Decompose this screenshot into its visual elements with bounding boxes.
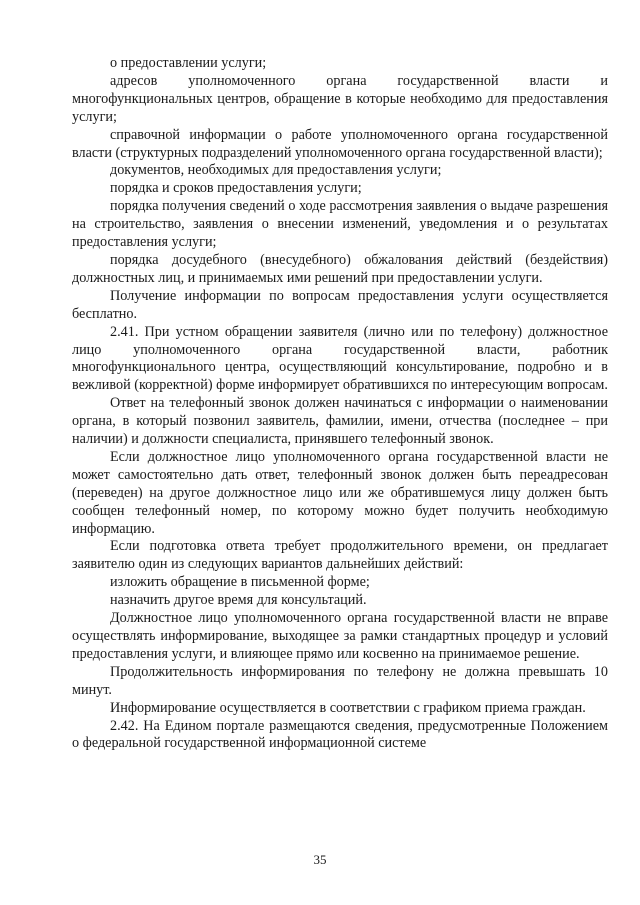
paragraph: порядка досудебного (внесудебного) обжалования действий (бездействия) должностных лиц, и принимаемых ими решений при предоставлении услуги. [72, 251, 608, 286]
paragraph: Если подготовка ответа требует продолжительного времени, он предлагает заявителю один из следующих вариантов дальнейших действий: [72, 538, 608, 573]
paragraph: назначить другое время для консультаций. [110, 592, 367, 609]
paragraph: Продолжительность информирования по телефону не должна превышать 10 минут. [72, 663, 608, 698]
document-body [72, 55, 608, 753]
paragraph: 2.42. На Едином портале размещаются сведения, предусмотренные Положением о федеральной государственной информационной системе [72, 717, 608, 752]
paragraph: адресов уполномоченного органа государственной власти и многофункциональных центров, обращение в которые необходимо для предоставления услуги; [72, 72, 608, 125]
paragraph: Получение информации по вопросам предоставления услуги осуществляется бесплатно. [72, 287, 608, 322]
paragraph: изложить обращение в письменной форме; [110, 574, 370, 591]
paragraph: Информирование осуществляется в соответствии с графиком приема граждан. [110, 699, 586, 716]
paragraph: о предоставлении услуги; [110, 55, 267, 71]
paragraph: 2.41. При устном обращении заявителя (лично или по телефону) должностное лицо уполномоченного органа государственной власти, работник многофункционального центра, осуществляющий консультирование, подробно и в вежливой (корректной) форме информирует обратившихся по интересующим вопросам. [72, 323, 608, 394]
paragraph: порядка и сроков предоставления услуги; [110, 180, 362, 197]
paragraph: справочной информации о работе уполномоченного органа государственной власти (структурных подразделений уполномоченного органа государственной власти); [72, 126, 608, 161]
paragraph: порядка получения сведений о ходе рассмотрения заявления о выдаче разрешения на строительство, заявления о внесении изменений, уведомления и о результатах предоставления услуги; [72, 198, 608, 251]
page-number: 35 [313, 852, 327, 867]
paragraph: Если должностное лицо уполномоченного органа государственной власти не может самостоятельно дать ответ, телефонный звонок должен быть переадресован (переведен) на другое должностное лицо или же обратившемуся лицу должен быть сообщен телефонный номер, по которому можно будет получить необходимую информацию. [72, 448, 608, 537]
paragraph: Ответ на телефонный звонок должен начинаться с информации о наименовании органа, в который позвонил заявитель, фамилии, имени, отчества (последнее – при наличии) и должности специалиста, принявшего телефонный звонок. [72, 395, 608, 448]
paragraph: Должностное лицо уполномоченного органа государственной власти не вправе осуществлять информирование, выходящее за рамки стандартных процедур и условий предоставления услуги, и влияющее прямо или косвенно на принимаемое решение. [72, 610, 608, 662]
paragraph: документов, необходимых для предоставления услуги; [110, 162, 442, 179]
